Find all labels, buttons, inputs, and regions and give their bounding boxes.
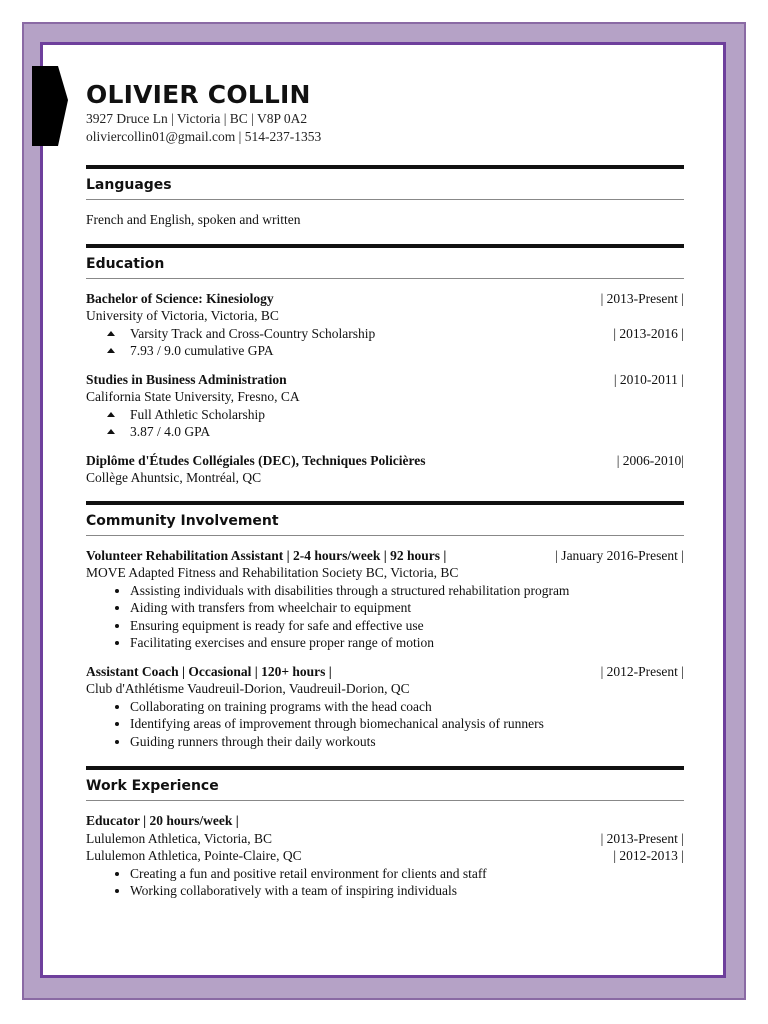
organization-name: Club d'Athlétisme Vaudreuil-Dorion, Vaudreuil-Dorion, QC <box>86 681 410 696</box>
education-entry <box>86 452 684 487</box>
work-entry <box>86 812 684 900</box>
role-title: Volunteer Rehabilitation Assistant | 2-4 hours/week | 92 hours | <box>86 547 447 563</box>
list-item <box>130 406 684 424</box>
list-item: • Aiding with transfers from wheelchair to equipment <box>130 599 684 617</box>
list-item: • Facilitating exercises and ensure proper range of motion <box>130 634 684 652</box>
degree-dates: | 2010-2011 | <box>613 371 684 387</box>
organization-name: Lululemon Athletica, Victoria, BC <box>86 830 273 846</box>
bullet-dates: | 2013-2016 | <box>613 325 684 341</box>
contact-address: 3927 Druce Ln | Victoria | BC | V8P 0A2 <box>86 111 308 126</box>
bullet-text: 3.87 / 4.0 GPA <box>130 424 211 439</box>
education-section <box>86 244 684 487</box>
bullet-text: Full Athletic Scholarship <box>130 406 265 422</box>
list-item: • Identifying areas of improvement through biomechanical analysis of runners <box>130 715 684 733</box>
community-section <box>86 501 684 751</box>
work-section <box>86 766 684 900</box>
languages-section <box>86 165 684 229</box>
list-item: • Guiding runners through their daily workouts <box>130 733 684 751</box>
degree-title: Studies in Business Administration <box>86 371 287 387</box>
role-dates: | 2013-Present | <box>600 830 684 846</box>
education-heading: Education <box>86 244 684 279</box>
degree-title: Diplôme d'Études Collégiales (DEC), Techniques Policières <box>86 452 426 468</box>
list-item <box>130 423 684 441</box>
degree-dates: | 2006-2010| <box>616 452 684 468</box>
list-item: • Assisting individuals with disabilities through a structured rehabilitation program <box>130 582 684 600</box>
degree-dates: | 2013-Present | <box>600 290 684 306</box>
bullet-text: Varsity Track and Cross-Country Scholarship <box>130 325 376 341</box>
list-item: • Creating a fun and positive retail environment for clients and staff <box>130 865 684 883</box>
list-item: • Working collaboratively with a team of inspiring individuals <box>130 882 684 900</box>
role-dates: | 2012-2013 | <box>613 848 684 863</box>
work-heading: Work Experience <box>86 766 684 801</box>
community-heading: Community Involvement <box>86 501 684 536</box>
organization-name: MOVE Adapted Fitness and Rehabilitation Society BC, Victoria, BC <box>86 565 459 580</box>
school-name: Collège Ahuntsic, Montréal, QC <box>86 470 262 485</box>
education-entry <box>86 290 684 360</box>
bullet-text: 7.93 / 9.0 cumulative GPA <box>130 343 274 358</box>
header-tab-marker-icon <box>32 66 68 146</box>
contact-email-phone: oliviercollin01@gmail.com | 514-237-1353 <box>86 129 322 144</box>
organization-name: Lululemon Athletica, Pointe-Claire, QC <box>86 848 302 863</box>
education-entry <box>86 371 684 441</box>
languages-heading: Languages <box>86 165 684 200</box>
candidate-name: OLIVIER COLLIN <box>86 80 311 109</box>
role-title: Assistant Coach | Occasional | 120+ hours | <box>86 663 332 679</box>
role-title: Educator | 20 hours/week | <box>86 813 239 828</box>
school-name: University of Victoria, Victoria, BC <box>86 308 279 323</box>
resume-content <box>86 80 684 900</box>
role-dates: | 2012-Present | <box>600 663 684 679</box>
list-item: • Collaborating on training programs with the head coach <box>130 698 684 716</box>
school-name: California State University, Fresno, CA <box>86 389 300 404</box>
degree-title: Bachelor of Science: Kinesiology <box>86 290 274 306</box>
community-entry <box>86 547 684 652</box>
community-entry <box>86 663 684 751</box>
languages-text: French and English, spoken and written <box>86 212 301 227</box>
list-item: • Ensuring equipment is ready for safe and effective use <box>130 617 684 635</box>
list-item <box>130 342 684 360</box>
list-item <box>130 325 684 343</box>
role-dates: | January 2016-Present | <box>555 547 684 563</box>
